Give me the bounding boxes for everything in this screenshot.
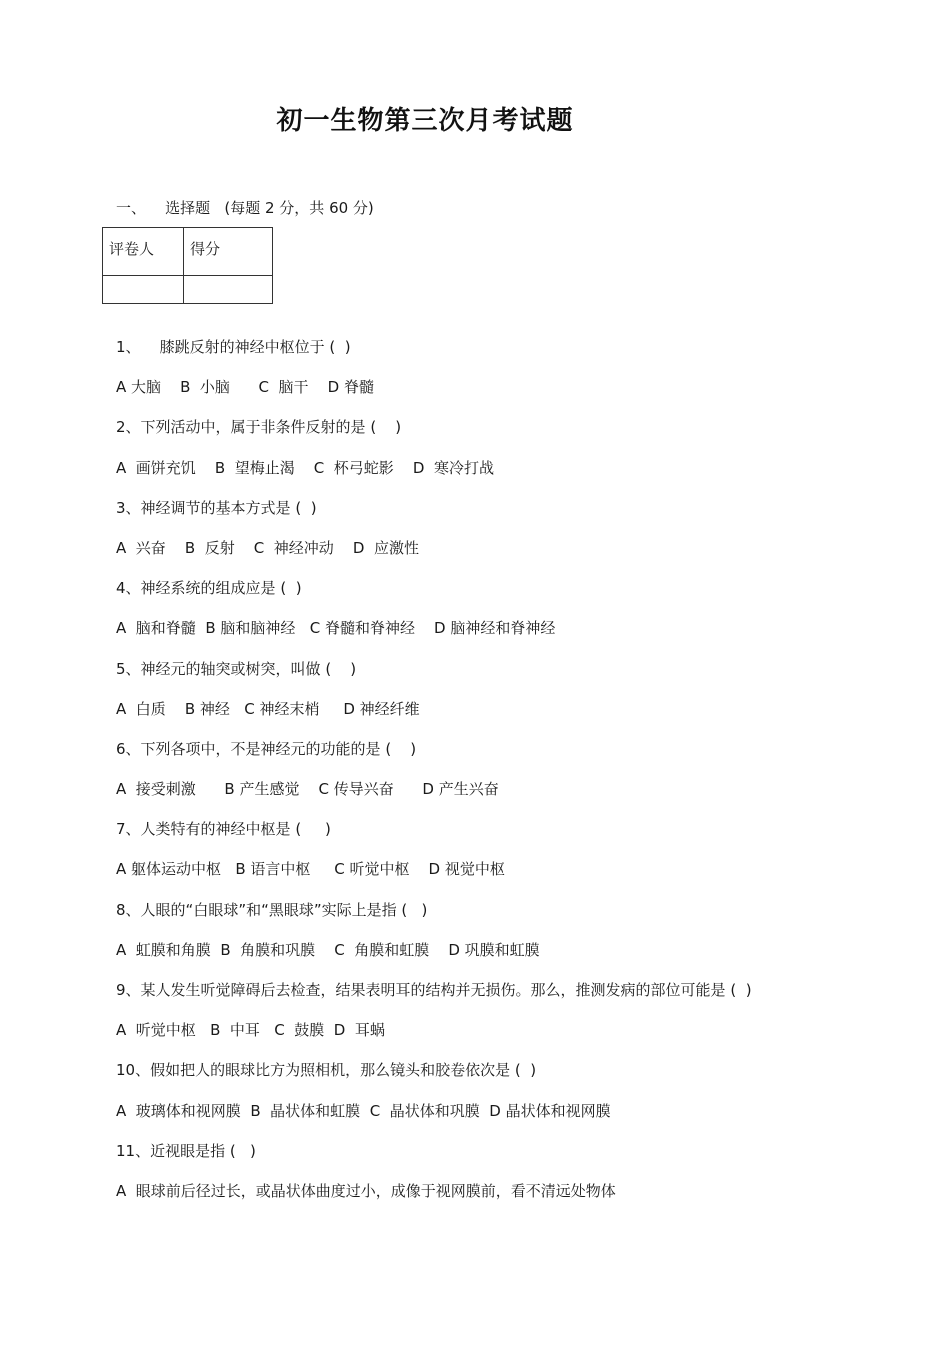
score-table-header-row — [103, 228, 273, 276]
grader-header: 评卷人 — [103, 228, 184, 276]
question-options: A 脑和脊髓 B 脑和脑神经 C 脊髓和脊神经 D 脑神经和脊神经 — [116, 619, 556, 638]
question-stem: 9、某人发生听觉障碍后去检查，结果表明耳的结构并无损伤。那么，推测发病的部位可能是 ( ) — [116, 981, 752, 999]
score-cell — [184, 276, 273, 304]
score-table — [102, 227, 273, 304]
question-stem: 6、下列各项中，不是神经元的功能的是 ( ) — [116, 739, 417, 758]
question-options: A 兴奋 B 反射 C 神经冲动 D 应激性 — [116, 538, 419, 557]
question-options: A 虹膜和角膜 B 角膜和巩膜 C 角膜和虹膜 D 巩膜和虹膜 — [116, 940, 540, 959]
question-stem: 2、下列活动中，属于非条件反射的是 ( ) — [116, 418, 402, 437]
question-options: A 大脑 B 小脑 C 脑干 D 脊髓 — [116, 378, 374, 397]
section-heading: 一、 选择题 (每题 2 分，共 60 分) — [116, 199, 374, 217]
question-stem: 8、人眼的“白眼球”和“黑眼球”实际上是指 ( ) — [116, 900, 428, 919]
question-options: A 白质 B 神经 C 神经末梢 D 神经纤维 — [116, 699, 420, 718]
question-stem: 10、假如把人的眼球比方为照相机，那么镜头和胶卷依次是 ( ) — [116, 1061, 537, 1080]
grader-cell — [103, 276, 184, 304]
page-title: 初一生物第三次月考试题 — [276, 106, 574, 136]
question-stem: 11、近视眼是指 ( ) — [116, 1141, 256, 1160]
question-stem: 7、人类特有的神经中枢是 ( ) — [116, 820, 331, 839]
question-stem: 4、神经系统的组成应是 ( ) — [116, 579, 302, 598]
question-options: A 接受刺激 B 产生感觉 C 传导兴奋 D 产生兴奋 — [116, 780, 499, 799]
question-options: A 眼球前后径过长，或晶状体曲度过小，成像于视网膜前，看不清远处物体 — [116, 1181, 616, 1200]
question-options: A 躯体运动中枢 B 语言中枢 C 听觉中枢 D 视觉中枢 — [116, 860, 505, 879]
question-options: A 画饼充饥 B 望梅止渴 C 杯弓蛇影 D 寒冷打战 — [116, 458, 494, 477]
question-stem: 3、神经调节的基本方式是 ( ) — [116, 498, 317, 517]
score-table-value-row — [103, 276, 273, 304]
question-options: A 玻璃体和视网膜 B 晶状体和虹膜 C 晶状体和巩膜 D 晶状体和视网膜 — [116, 1101, 611, 1120]
question-stem: 1、 膝跳反射的神经中枢位于 ( ) — [116, 338, 351, 356]
question-list — [116, 336, 916, 1220]
question-stem: 5、神经元的轴突或树突，叫做 ( ) — [116, 659, 357, 678]
score-header: 得分 — [184, 228, 273, 276]
question-options: A 听觉中枢 B 中耳 C 鼓膜 D 耳蜗 — [116, 1021, 385, 1040]
